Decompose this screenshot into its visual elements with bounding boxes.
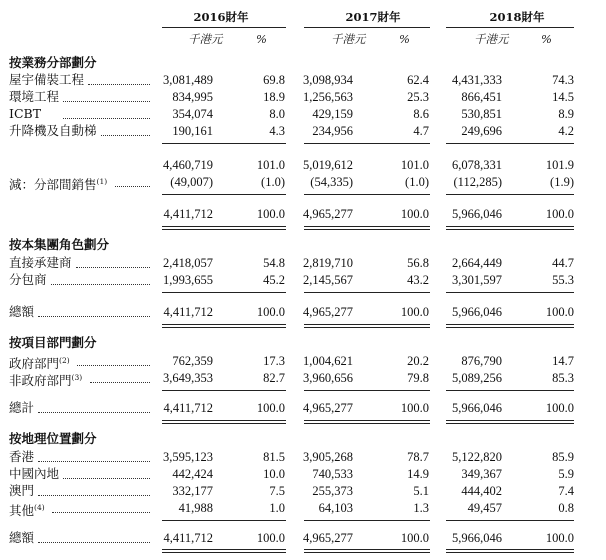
project-row-1-leader-dots: [90, 382, 151, 383]
geo-row-1-label: [9, 467, 59, 481]
geo-total-value-3: 100.0: [400, 531, 429, 545]
project-row-0-value-5: 14.7: [552, 354, 574, 368]
project-row-1-value-0: 3,649,353: [163, 371, 213, 385]
role-row-1-leader-dots: [51, 284, 151, 285]
project-total-double-b-rule-0: [162, 423, 286, 424]
unit-pct-2018: %: [541, 32, 552, 46]
project-row-1-value-2: 3,960,656: [303, 371, 353, 385]
business-row-1-value-3: 25.3: [407, 90, 429, 104]
business-total-value-0: 4,411,712: [163, 207, 213, 221]
project-row-1-label: [9, 371, 82, 388]
role-row-0-label: [9, 256, 72, 270]
geo-row-1-value-0: 442,424: [172, 467, 213, 481]
project-total-double-a-rule-2: [446, 420, 574, 421]
role-total-double-a-rule-1: [304, 324, 430, 325]
geo-row-1-label-text: 中國內地: [9, 466, 60, 481]
project-total-label: [9, 401, 34, 415]
business-subtotal-value-1: 101.0: [256, 158, 285, 172]
geo-total-leader-dots: [38, 542, 150, 543]
role-total-rule-2: [446, 292, 574, 293]
business-row-1-value-4: 866,451: [461, 90, 502, 104]
business-row-1-leader-dots: [63, 101, 150, 102]
geo-row-3-label-text: 其他: [9, 503, 35, 519]
business-total-value-1: 100.0: [256, 207, 285, 221]
unit-pct-2016: %: [256, 32, 267, 46]
geo-total-rule-2: [446, 520, 574, 521]
business-subtotal-value-0: 4,460,719: [163, 158, 213, 172]
business-subtotal-value-4: 6,078,331: [452, 158, 502, 172]
project-row-0-value-3: 20.2: [407, 354, 429, 368]
business-row-2-label: [9, 107, 41, 121]
project-total-rule-0: [162, 390, 286, 391]
role-total-double-a-rule-0: [162, 324, 286, 325]
geo-row-3-value-3: 1.3: [413, 501, 429, 515]
geo-total-value-4: 5,966,046: [452, 531, 502, 545]
geo-row-3-value-5: 0.8: [558, 501, 574, 515]
business-total-double-b-rule-1: [304, 229, 430, 230]
project-row-0-label-text: 政府部門: [9, 356, 60, 372]
project-row-1-value-5: 85.3: [552, 371, 574, 385]
header-rule-2017: [304, 27, 430, 28]
business-total-rule-0: [162, 194, 286, 195]
project-total-double-a-rule-0: [162, 420, 286, 421]
business-subtotal-value-2: 5,019,612: [303, 158, 353, 172]
geo-row-3-value-0: 41,988: [178, 501, 213, 515]
role-total-double-b-rule-0: [162, 327, 286, 328]
role-row-1-value-5: 55.3: [552, 273, 574, 287]
geo-total-value-5: 100.0: [545, 531, 574, 545]
role-row-1-value-0: 1,993,655: [163, 273, 213, 287]
role-row-1-value-4: 3,301,597: [452, 273, 502, 287]
business-intersegment-value-4: (112,285): [453, 175, 502, 189]
business-total-double-a-rule-0: [162, 226, 286, 227]
section-title-role: 按本集團角色劃分: [9, 237, 110, 252]
section-title-business: 按業務分部劃分: [9, 55, 97, 70]
role-row-1-label-text: 分包商: [9, 272, 47, 287]
project-row-1-value-1: 82.7: [263, 371, 285, 385]
role-row-1-value-1: 45.2: [263, 273, 285, 287]
geo-row-2-value-1: 7.5: [269, 484, 285, 498]
section-title-geography: 按地理位置劃分: [9, 431, 97, 446]
business-row-2-value-3: 8.6: [413, 107, 429, 121]
role-row-0-value-5: 44.7: [552, 256, 574, 270]
geo-total-value-1: 100.0: [256, 531, 285, 545]
role-row-1-value-2: 2,145,567: [303, 273, 353, 287]
business-row-0-leader-dots: [88, 84, 150, 85]
business-row-3-value-5: 4.2: [558, 124, 574, 138]
role-row-0-value-0: 2,418,057: [163, 256, 213, 270]
role-row-0-value-4: 2,664,449: [452, 256, 502, 270]
business-total-value-2: 4,965,277: [303, 207, 353, 221]
business-row-3-value-2: 234,956: [312, 124, 353, 138]
geo-row-3-footnote-ref: (4): [34, 503, 45, 512]
geo-total-double-b-rule-1: [304, 552, 430, 553]
geo-total-rule-0: [162, 520, 286, 521]
business-total-double-a-rule-1: [304, 226, 430, 227]
role-total-rule-1: [304, 292, 430, 293]
geo-row-3-value-4: 49,457: [467, 501, 502, 515]
role-total-value-5: 100.0: [545, 305, 574, 319]
geo-row-2-label: [9, 484, 34, 498]
geo-row-3-label: [9, 501, 45, 518]
business-intersegment-footnote-ref: (1): [96, 177, 108, 186]
year-header-2016: 2016財年: [193, 10, 249, 24]
business-row-0-label-text: 屋宇備裝工程: [9, 72, 85, 87]
geo-row-2-value-4: 444,402: [461, 484, 502, 498]
role-row-0-value-2: 2,819,710: [303, 256, 353, 270]
business-row-1-label-text: 環境工程: [9, 89, 60, 104]
project-total-value-2: 4,965,277: [303, 401, 353, 415]
business-row-0-value-3: 62.4: [407, 73, 429, 87]
geo-row-0-leader-dots: [38, 461, 150, 462]
business-total-value-4: 5,966,046: [452, 207, 502, 221]
business-row-0-label: [9, 73, 84, 87]
geo-total-value-0: 4,411,712: [163, 531, 213, 545]
business-subtotal-rule-1: [304, 143, 430, 144]
geo-row-3-value-2: 64,103: [318, 501, 353, 515]
geo-total-rule-1: [304, 520, 430, 521]
business-total-rule-2: [446, 194, 574, 195]
project-row-0-value-1: 17.3: [263, 354, 285, 368]
role-total-leader-dots: [38, 316, 150, 317]
business-total-double-b-rule-0: [162, 229, 286, 230]
business-intersegment-value-5: (1.9): [550, 175, 574, 189]
geo-row-3-leader-dots: [52, 512, 150, 513]
project-total-double-b-rule-1: [304, 423, 430, 424]
business-row-2-value-4: 530,851: [461, 107, 502, 121]
business-row-2-value-0: 354,074: [172, 107, 213, 121]
project-total-value-5: 100.0: [545, 401, 574, 415]
geo-row-2-value-3: 5.1: [413, 484, 429, 498]
business-intersegment-value-1: (1.0): [261, 175, 285, 189]
business-row-1-value-2: 1,256,563: [303, 90, 353, 104]
role-row-1-value-3: 43.2: [407, 273, 429, 287]
project-row-0-value-0: 762,359: [172, 354, 213, 368]
unit-amount-2017: 千港元: [331, 32, 366, 46]
role-total-value-1: 100.0: [256, 305, 285, 319]
business-row-2-value-5: 8.9: [558, 107, 574, 121]
geo-total-label-text: 總額: [9, 530, 35, 545]
geo-row-0-value-1: 81.5: [263, 450, 285, 464]
geo-total-label: [9, 531, 34, 545]
project-total-rule-1: [304, 390, 430, 391]
business-row-3-value-3: 4.7: [413, 124, 429, 138]
project-row-1-value-3: 79.8: [407, 371, 429, 385]
project-total-label-text: 總計: [9, 400, 35, 415]
geo-row-2-value-0: 332,177: [172, 484, 213, 498]
geo-row-1-value-5: 5.9: [558, 467, 574, 481]
role-total-value-0: 4,411,712: [163, 305, 213, 319]
geo-row-2-leader-dots: [38, 495, 150, 496]
geo-total-double-b-rule-0: [162, 552, 286, 553]
project-row-1-value-4: 5,089,256: [452, 371, 502, 385]
project-row-0-footnote-ref: (2): [59, 356, 70, 365]
project-total-leader-dots: [38, 412, 150, 413]
unit-amount-2016: 千港元: [188, 32, 223, 46]
project-row-1-footnote-ref: (3): [71, 373, 83, 382]
project-total-value-1: 100.0: [256, 401, 285, 415]
role-row-0-value-3: 56.8: [407, 256, 429, 270]
geo-row-0-value-3: 78.7: [407, 450, 429, 464]
role-total-double-a-rule-2: [446, 324, 574, 325]
geo-row-0-value-2: 3,905,268: [303, 450, 353, 464]
business-row-0-value-0: 3,081,489: [163, 73, 213, 87]
role-row-0-label-text: 直接承建商: [9, 255, 72, 270]
unit-amount-2018: 千港元: [474, 32, 509, 46]
business-row-0-value-1: 69.8: [263, 73, 285, 87]
project-row-0-value-2: 1,004,621: [303, 354, 353, 368]
business-row-3-label: [9, 124, 97, 138]
project-total-value-0: 4,411,712: [163, 401, 213, 415]
business-row-0-value-2: 3,098,934: [303, 73, 353, 87]
business-subtotal-value-3: 101.0: [400, 158, 429, 172]
geo-row-2-label-text: 澳門: [9, 483, 35, 498]
role-row-0-leader-dots: [76, 267, 151, 268]
year-header-2017: 2017財年: [345, 10, 401, 24]
geo-row-2-value-5: 7.4: [558, 484, 574, 498]
business-row-2-leader-dots: [63, 118, 150, 119]
business-intersegment-label: [9, 175, 107, 192]
geo-total-double-b-rule-2: [446, 552, 574, 553]
geo-row-0-value-5: 85.9: [552, 450, 574, 464]
business-row-1-value-0: 834,995: [172, 90, 213, 104]
business-intersegment-value-2: (54,335): [310, 175, 353, 189]
geo-total-double-a-rule-2: [446, 549, 574, 550]
business-intersegment-value-0: (49,007): [170, 175, 213, 189]
role-row-1-label: [9, 273, 47, 287]
business-subtotal-rule-0: [162, 143, 286, 144]
project-row-0-label: [9, 354, 70, 371]
project-total-double-b-rule-2: [446, 423, 574, 424]
role-total-value-4: 5,966,046: [452, 305, 502, 319]
project-total-rule-2: [446, 390, 574, 391]
geo-row-0-value-4: 5,122,820: [452, 450, 502, 464]
business-row-3-value-0: 190,161: [172, 124, 213, 138]
geo-row-1-leader-dots: [63, 478, 150, 479]
role-total-double-b-rule-1: [304, 327, 430, 328]
business-subtotal-value-5: 101.9: [545, 158, 574, 172]
role-row-0-value-1: 54.8: [263, 256, 285, 270]
geo-row-1-value-1: 10.0: [263, 467, 285, 481]
business-row-1-label: [9, 90, 59, 104]
unit-pct-2017: %: [399, 32, 410, 46]
geo-row-1-value-2: 740,533: [312, 467, 353, 481]
geo-row-2-value-2: 255,373: [312, 484, 353, 498]
role-total-label: [9, 305, 34, 319]
geo-row-1-value-4: 349,367: [461, 467, 502, 481]
role-total-value-3: 100.0: [400, 305, 429, 319]
year-header-2018: 2018財年: [489, 10, 545, 24]
role-total-double-b-rule-2: [446, 327, 574, 328]
geo-row-3-value-1: 1.0: [269, 501, 285, 515]
business-subtotal-rule-2: [446, 143, 574, 144]
role-total-value-2: 4,965,277: [303, 305, 353, 319]
geo-total-value-2: 4,965,277: [303, 531, 353, 545]
geo-row-0-label-text: 香港: [9, 449, 35, 464]
geo-row-0-label: [9, 450, 34, 464]
project-total-double-a-rule-1: [304, 420, 430, 421]
geo-total-double-a-rule-0: [162, 549, 286, 550]
business-row-3-label-text: 升降機及自動梯: [9, 123, 97, 138]
business-row-0-value-5: 74.3: [552, 73, 574, 87]
header-rule-2016: [162, 27, 286, 28]
geo-total-double-a-rule-1: [304, 549, 430, 550]
business-total-double-a-rule-2: [446, 226, 574, 227]
business-intersegment-value-3: (1.0): [405, 175, 429, 189]
business-total-value-3: 100.0: [400, 207, 429, 221]
business-row-2-value-1: 8.0: [269, 107, 285, 121]
project-total-value-3: 100.0: [400, 401, 429, 415]
business-row-3-value-1: 4.3: [269, 124, 285, 138]
geo-row-1-value-3: 14.9: [407, 467, 429, 481]
project-row-1-label-text: 非政府部門: [9, 373, 72, 389]
business-row-1-value-5: 14.5: [552, 90, 574, 104]
header-rule-2018: [446, 27, 574, 28]
project-row-0-value-4: 876,790: [461, 354, 502, 368]
business-row-3-value-4: 249,696: [461, 124, 502, 138]
business-total-value-5: 100.0: [545, 207, 574, 221]
business-row-2-value-2: 429,159: [312, 107, 353, 121]
section-title-project: 按項目部門劃分: [9, 335, 97, 350]
geo-row-0-value-0: 3,595,123: [163, 450, 213, 464]
project-total-value-4: 5,966,046: [452, 401, 502, 415]
business-intersegment-label-text: 減：分部間銷售: [9, 177, 97, 193]
role-total-rule-0: [162, 292, 286, 293]
business-row-2-label-text: ICBT: [9, 106, 42, 121]
project-row-0-leader-dots: [77, 365, 150, 366]
role-total-label-text: 總額: [9, 304, 35, 319]
business-row-1-value-1: 18.9: [263, 90, 285, 104]
business-total-double-b-rule-2: [446, 229, 574, 230]
business-row-0-value-4: 4,431,333: [452, 73, 502, 87]
business-total-rule-1: [304, 194, 430, 195]
